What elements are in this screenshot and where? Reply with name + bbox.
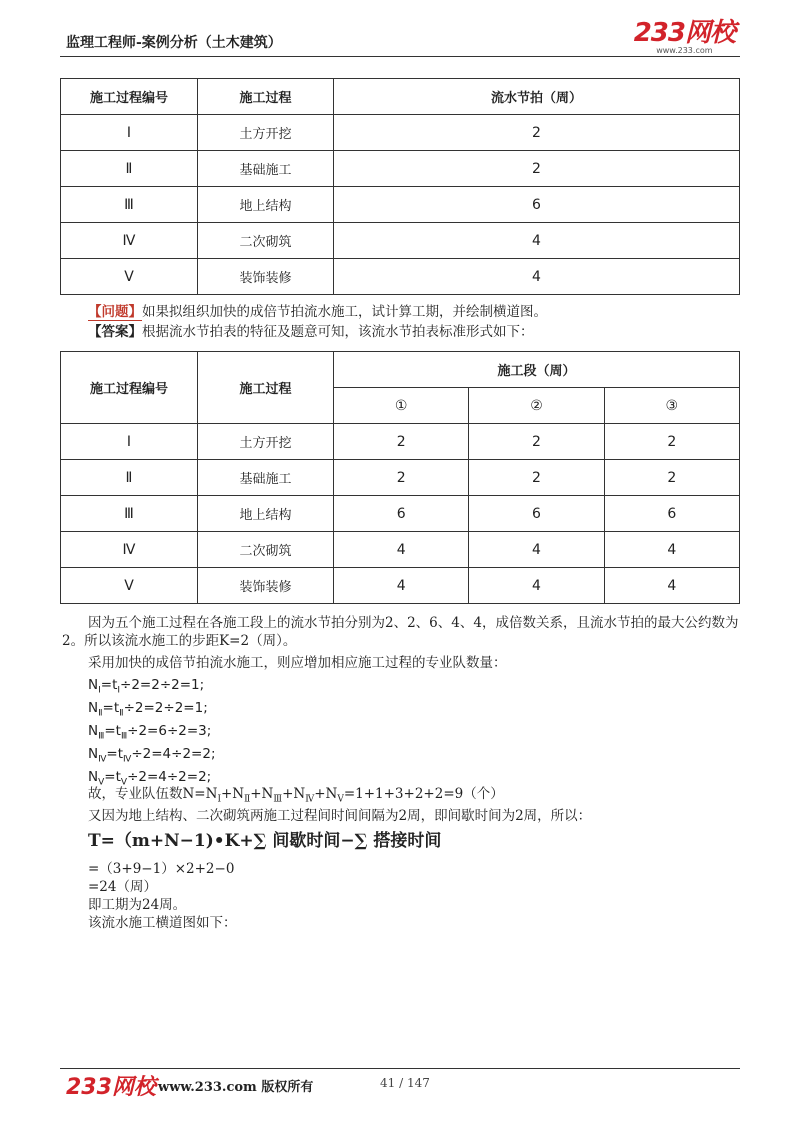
cell-id: Ⅴ [61,259,198,295]
sub-index: Ⅴ [337,794,344,805]
n-symbol: N [88,769,99,785]
cell-beat: 2 [334,151,740,187]
total-suffix: =1+1+3+2+2=9（个） [343,786,504,802]
table-row [61,424,740,460]
conclusion-line: 即工期为24周。 [88,897,187,913]
header-process-id: 施工过程编号 [61,352,198,424]
sub-index: Ⅰ [98,685,101,696]
n-symbol: N [88,700,99,716]
page-header-title: 监理工程师-案例分析（土木建筑） [66,35,282,51]
total-prefix: 故，专业队伍数N=N [88,786,218,802]
cell-value: 2 [604,460,739,496]
answer-tag: 【答案】 [88,324,142,340]
paragraph-teams: 采用加快的成倍节拍流水施工，则应增加相应施工过程的专业队数量： [88,655,507,671]
cell-beat: 4 [334,223,740,259]
page-number: 41 / 147 [380,1076,430,1090]
cell-value: 2 [469,424,604,460]
table-row [61,187,740,223]
table-row [61,223,740,259]
cell-value: 4 [469,532,604,568]
cell-beat: 6 [334,187,740,223]
sub-index: Ⅰ [117,685,121,696]
header-segment-1: ① [334,388,469,424]
cell-process: 二次砌筑 [198,223,334,259]
cell-process: 装饰装修 [198,259,334,295]
formula-n3 [88,722,211,746]
formula-n2 [88,699,208,723]
brand-logo [634,20,735,55]
cell-id: Ⅱ [61,460,198,496]
header-process-id: 施工过程编号 [61,79,198,115]
cell-value: 4 [334,532,469,568]
result: ÷2=2÷2=1; [120,677,205,693]
paragraph-gap: 又因为地上结构、二次砌筑两施工过程间时间间隔为2周，即间歇时间为2周，所以： [88,808,592,824]
cell-id: Ⅰ [61,424,198,460]
flow-beat-table [60,78,740,295]
cell-process: 地上结构 [198,496,334,532]
header-divider [60,56,740,57]
table-row [61,496,740,532]
table-header-row [61,352,740,388]
table-row [61,568,740,604]
cell-id: Ⅰ [61,115,198,151]
footer-logo: 233网校 [66,1075,156,1100]
cell-process: 基础施工 [198,151,334,187]
sub-index: Ⅳ [305,794,315,805]
cell-beat: 4 [334,259,740,295]
cell-value: 2 [604,424,739,460]
answer-text: 根据流水节拍表的特征及题意可知，该流水节拍表标准形式如下： [142,324,534,340]
question-tag: 【问题】 [88,304,142,320]
logo-mark: 233网校 [633,18,735,48]
segment-beat-table [60,351,740,604]
table-row [61,532,740,568]
cell-id: Ⅳ [61,223,198,259]
cell-value: 4 [334,568,469,604]
eq-t: =t [100,677,118,693]
sub-index: Ⅴ [98,777,105,788]
cell-value: 6 [469,496,604,532]
calc-line-2: =24（周） [88,879,157,895]
total-plus: +N [221,786,245,802]
chart-intro-line: 该流水施工横道图如下： [88,915,237,931]
total-plus: +N [282,786,306,802]
eq-t: =t [104,723,121,739]
table-row [61,460,740,496]
cell-value: 4 [604,532,739,568]
cell-value: 4 [469,568,604,604]
formula-n1 [88,676,204,700]
cell-id: Ⅴ [61,568,198,604]
calc-line-1: =（3+9−1）×2+2−0 [88,861,235,877]
footer-divider [60,1068,740,1069]
cell-value: 4 [604,568,739,604]
table-row [61,259,740,295]
cell-value: 6 [334,496,469,532]
sub-index: Ⅱ [119,708,124,719]
cell-value: 2 [334,460,469,496]
cell-value: 6 [604,496,739,532]
n-symbol: N [88,746,99,762]
table-header-row [61,79,740,115]
total-plus: +N [314,786,338,802]
header-segment-3: ③ [604,388,739,424]
question-line [88,303,547,321]
sub-index: Ⅰ [217,794,221,805]
sub-index: Ⅴ [120,777,128,788]
question-text: 如果拟组织加快的成倍节拍流水施工，试计算工期，并绘制横道图。 [142,304,547,320]
eq-t: =t [104,769,121,785]
cell-id: Ⅲ [61,496,198,532]
header-segment-2: ② [469,388,604,424]
cell-process: 装饰装修 [198,568,334,604]
header-flow-beat: 流水节拍（周） [334,79,740,115]
result: ÷2=4÷2=2; [131,746,216,762]
duration-formula: T=（m+N−1)•K+∑ 间歇时间−∑ 搭接时间 [88,831,442,851]
result: ÷2=6÷2=3; [127,723,212,739]
cell-process: 二次砌筑 [198,532,334,568]
sub-index: Ⅲ [120,731,128,742]
cell-process: 基础施工 [198,460,334,496]
table-row [61,115,740,151]
formula-n4 [88,745,216,769]
logo-subtitle: www.233.com [656,46,713,55]
cell-id: Ⅲ [61,187,198,223]
cell-process: 土方开挖 [198,424,334,460]
cell-process: 地上结构 [198,187,334,223]
cell-value: 2 [469,460,604,496]
paragraph-step: 因为五个施工过程在各施工段上的流水节拍分别为2、2、6、4、4，成倍数关系，且流水节拍的最大公约数为2。所以该流水施工的步距K=2（周）。 [62,615,739,649]
n-symbol: N [88,677,99,693]
eq-t: =t [102,700,120,716]
total-plus: +N [250,786,274,802]
sub-index: Ⅱ [244,794,251,805]
sub-index: Ⅲ [98,731,105,742]
cell-id: Ⅱ [61,151,198,187]
total-teams-line [88,785,504,809]
answer-line [88,323,534,341]
header-segment-group: 施工段（周） [334,352,740,388]
sub-index: Ⅲ [273,794,283,805]
table-row [61,151,740,187]
footer-site[interactable]: www.233.com 版权所有 [158,1080,314,1095]
sub-index: Ⅱ [98,708,103,719]
result: ÷2=4÷2=2; [127,769,212,785]
result: ÷2=2÷2=1; [123,700,208,716]
header-process: 施工过程 [198,352,334,424]
cell-process: 土方开挖 [198,115,334,151]
sub-index: Ⅳ [123,754,132,765]
cell-id: Ⅳ [61,532,198,568]
header-process: 施工过程 [198,79,334,115]
cell-value: 2 [334,424,469,460]
eq-t: =t [106,746,124,762]
sub-index: Ⅳ [98,754,107,765]
n-symbol: N [88,723,99,739]
cell-beat: 2 [334,115,740,151]
